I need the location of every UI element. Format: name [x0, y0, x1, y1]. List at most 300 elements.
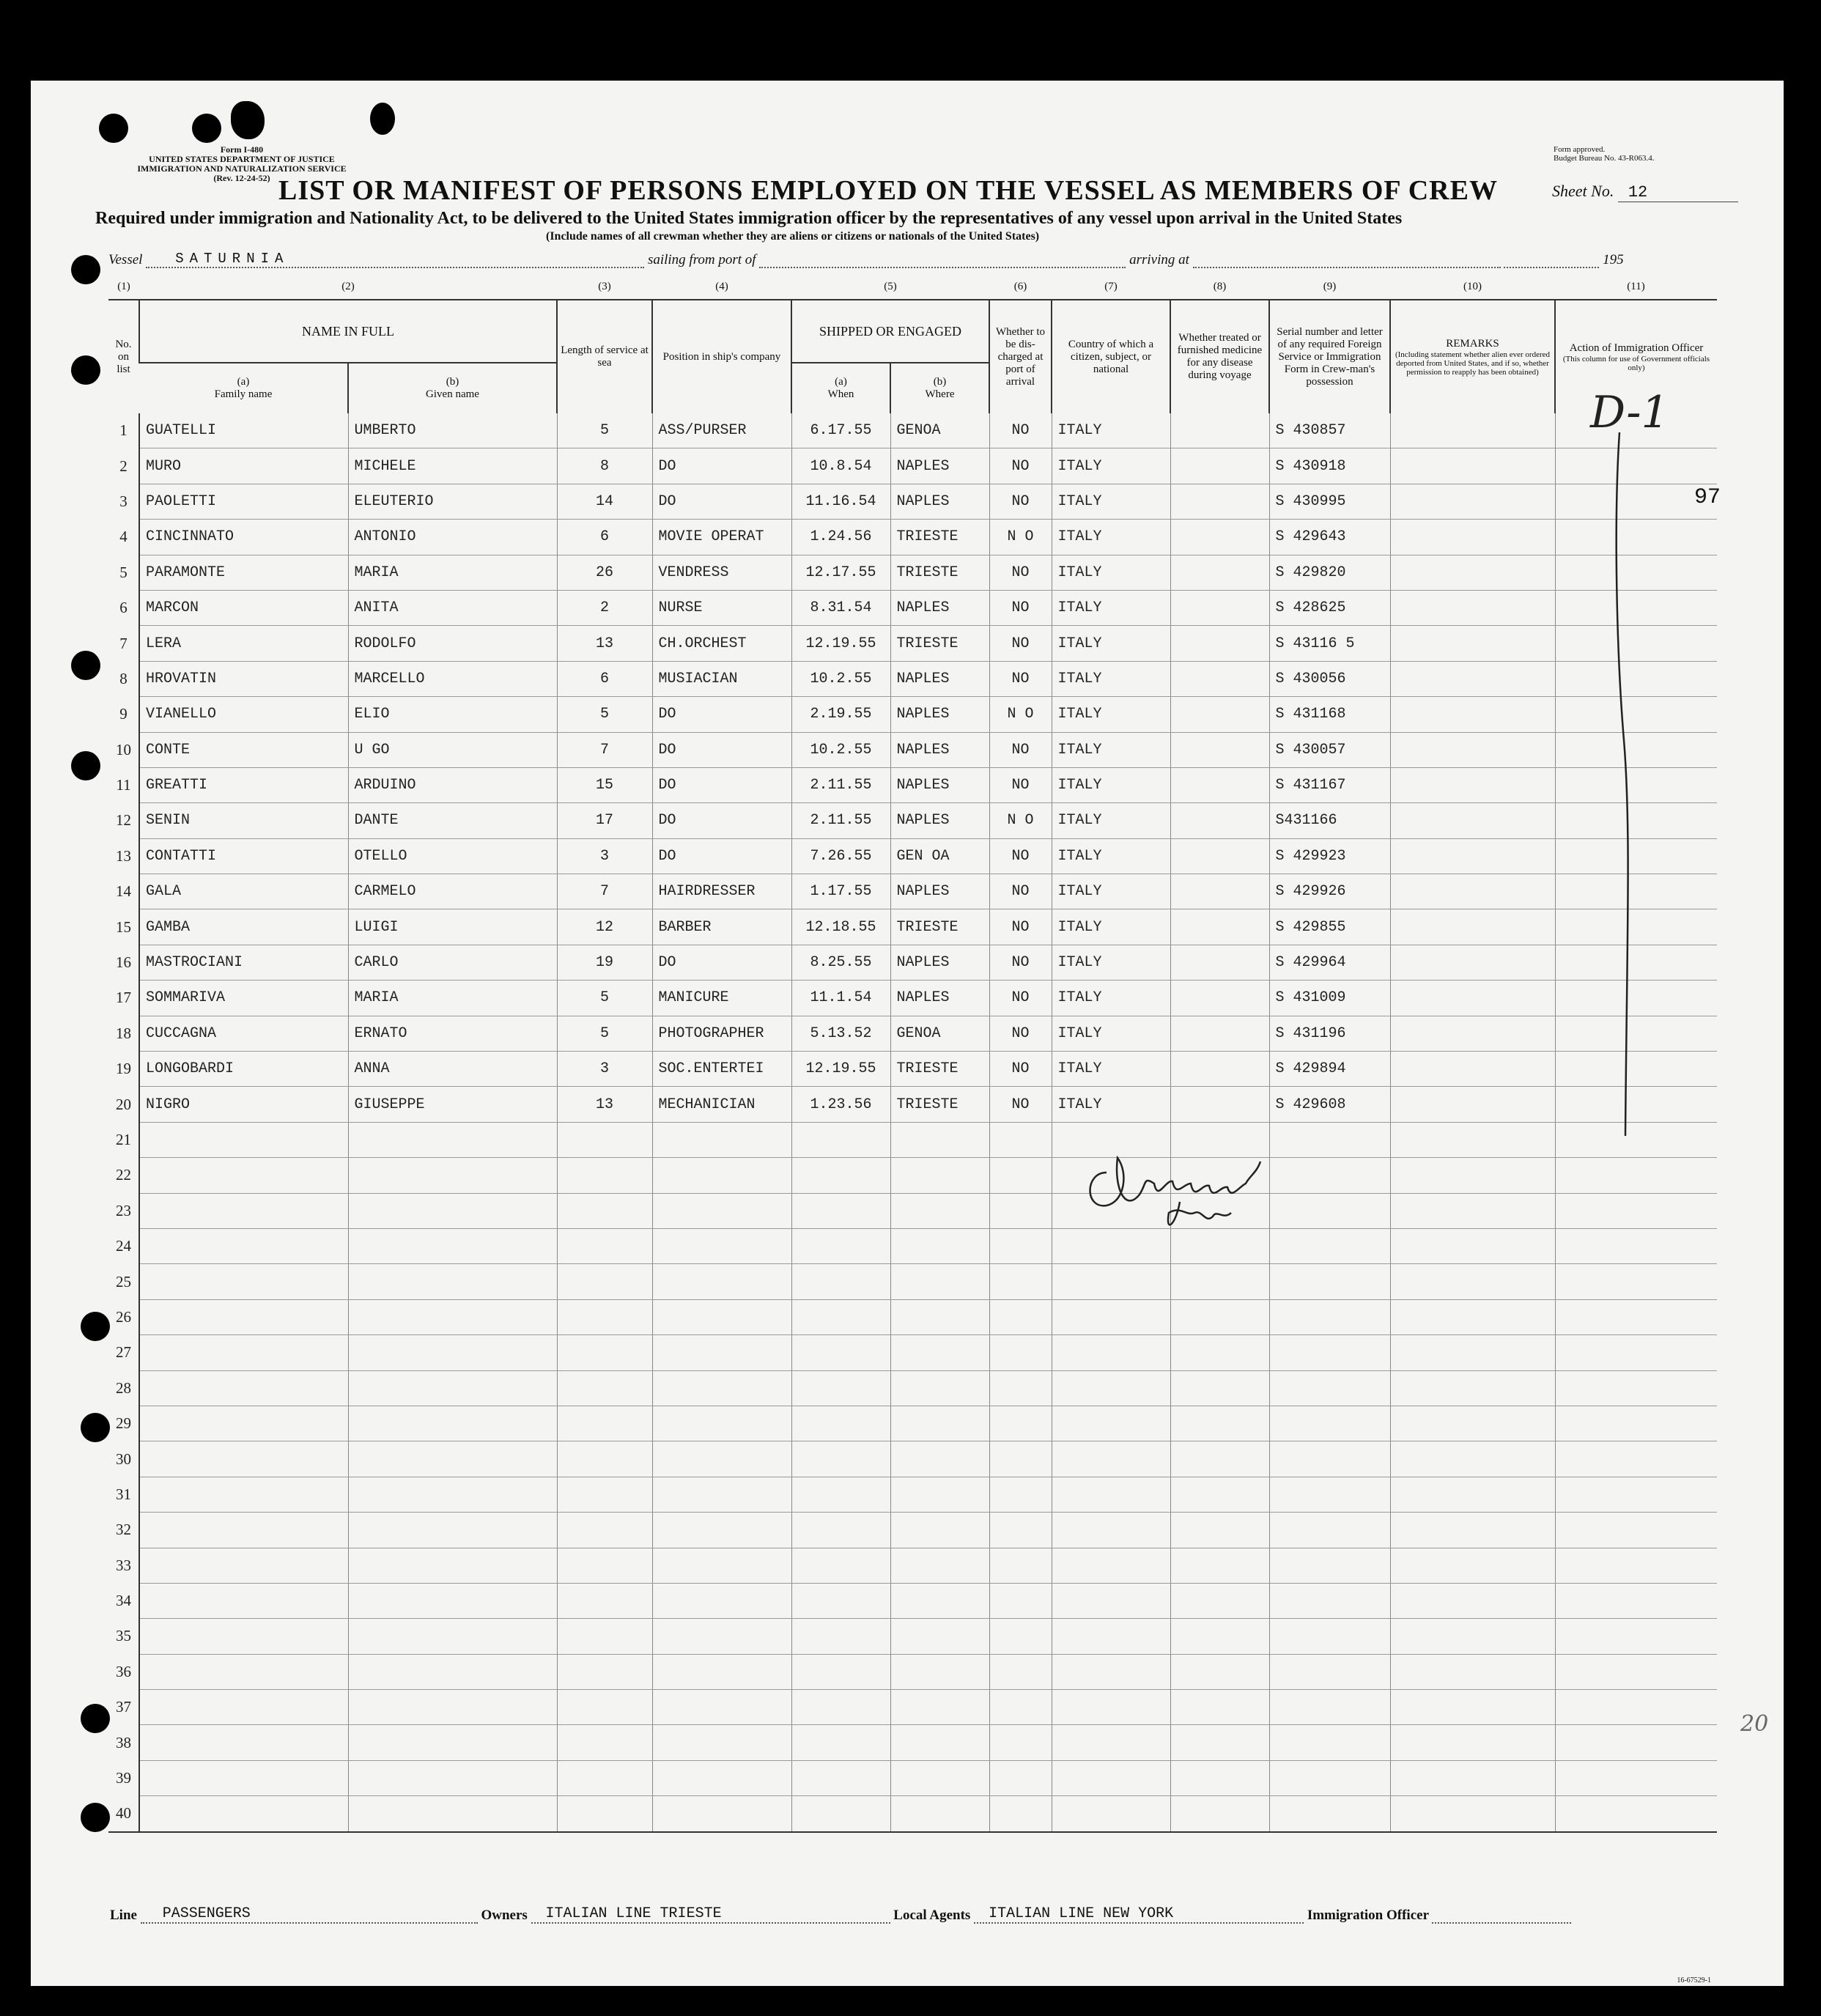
position-cell: MECHANICIAN — [652, 1087, 791, 1122]
where-cell — [890, 1583, 989, 1618]
given-name-cell: CARLO — [348, 945, 557, 980]
when-cell — [791, 1760, 890, 1795]
serial-cell — [1269, 1370, 1390, 1406]
country-cell: ITALY — [1052, 413, 1170, 448]
column-number: (4) — [715, 280, 728, 292]
agents-value: ITALIAN LINE NEW YORK — [974, 1905, 1304, 1924]
remarks-cell — [1390, 1228, 1555, 1263]
remarks-cell — [1390, 1725, 1555, 1760]
action-cell — [1555, 1619, 1717, 1654]
family-name-cell: MASTROCIANI — [139, 945, 348, 980]
serial-cell: S 431009 — [1269, 981, 1390, 1016]
when-cell — [791, 1690, 890, 1725]
when-cell: 2.11.55 — [791, 803, 890, 838]
when-cell: 1.23.56 — [791, 1087, 890, 1122]
serial-cell: S431166 — [1269, 803, 1390, 838]
sheet-label: Sheet No. — [1552, 182, 1614, 200]
where-cell — [890, 1441, 989, 1477]
remarks-cell — [1390, 732, 1555, 767]
where-cell — [890, 1619, 989, 1654]
given-name-cell — [348, 1583, 557, 1618]
where-cell — [890, 1477, 989, 1512]
action-cell — [1555, 1796, 1717, 1832]
punch-hole — [231, 101, 265, 139]
row-number: 24 — [108, 1228, 139, 1263]
treated-cell — [1170, 1016, 1269, 1051]
when-cell — [791, 1548, 890, 1583]
given-name-cell: ERNATO — [348, 1016, 557, 1051]
row-number: 15 — [108, 909, 139, 945]
given-name-cell — [348, 1619, 557, 1654]
country-cell: ITALY — [1052, 1052, 1170, 1087]
punch-hole — [81, 1413, 110, 1442]
length-cell: 15 — [557, 767, 652, 802]
treated-cell — [1170, 767, 1269, 802]
row-number: 22 — [108, 1158, 139, 1193]
position-cell: NURSE — [652, 590, 791, 625]
when-cell: 8.31.54 — [791, 590, 890, 625]
treated-cell — [1170, 874, 1269, 909]
position-cell — [652, 1335, 791, 1370]
where-cell — [890, 1370, 989, 1406]
discharged-cell — [989, 1122, 1052, 1157]
given-name-cell: CARMELO — [348, 874, 557, 909]
given-name-cell — [348, 1760, 557, 1795]
table-row — [108, 838, 1717, 874]
column-number: (5) — [884, 280, 897, 292]
position-cell — [652, 1548, 791, 1583]
treated-cell — [1170, 520, 1269, 555]
discharged-cell — [989, 1654, 1052, 1689]
position-cell: PHOTOGRAPHER — [652, 1016, 791, 1051]
family-name-cell: CINCINNATO — [139, 520, 348, 555]
country-cell: ITALY — [1052, 803, 1170, 838]
row-number: 10 — [108, 732, 139, 767]
length-cell: 26 — [557, 555, 652, 590]
position-cell: DO — [652, 803, 791, 838]
column-number: (6) — [1013, 280, 1027, 292]
service-name: IMMIGRATION AND NATURALIZATION SERVICE — [137, 163, 347, 174]
when-cell — [791, 1335, 890, 1370]
table-row — [108, 803, 1717, 838]
treated-cell — [1170, 626, 1269, 661]
family-name-cell — [139, 1548, 348, 1583]
country-cell: ITALY — [1052, 874, 1170, 909]
action-cell — [1555, 1654, 1717, 1689]
row-number: 25 — [108, 1264, 139, 1299]
row-number: 5 — [108, 555, 139, 590]
given-name-cell — [348, 1406, 557, 1441]
position-cell: SOC.ENTERTEI — [652, 1052, 791, 1087]
position-cell: DO — [652, 838, 791, 874]
treated-cell — [1170, 697, 1269, 732]
when-cell — [791, 1796, 890, 1832]
remarks-cell — [1390, 1548, 1555, 1583]
country-cell: ITALY — [1052, 697, 1170, 732]
header-no: No. on list — [108, 300, 139, 413]
given-name-cell: MARIA — [348, 555, 557, 590]
where-cell: NAPLES — [890, 484, 989, 519]
where-cell: TRIESTE — [890, 909, 989, 945]
position-cell — [652, 1690, 791, 1725]
remarks-cell — [1390, 1016, 1555, 1051]
country-cell: ITALY — [1052, 945, 1170, 980]
row-number: 33 — [108, 1548, 139, 1583]
when-cell: 10.8.54 — [791, 448, 890, 484]
when-cell — [791, 1406, 890, 1441]
length-cell — [557, 1228, 652, 1263]
family-name-cell — [139, 1335, 348, 1370]
where-cell — [890, 1548, 989, 1583]
table-row — [108, 1193, 1717, 1228]
family-name-cell — [139, 1228, 348, 1263]
row-number: 30 — [108, 1441, 139, 1477]
family-sub: (a) — [237, 376, 250, 388]
form-subtitle: Required under immigration and Nationality Act, to be delivered to the United States immigration officer by the representatives of any vessel upon arrival in the United States — [95, 209, 1403, 228]
serial-cell: S 429923 — [1269, 838, 1390, 874]
treated-cell — [1170, 1299, 1269, 1334]
treated-cell — [1170, 1548, 1269, 1583]
discharged-cell — [989, 1619, 1052, 1654]
action-cell — [1555, 1406, 1717, 1441]
header-discharged: Whether to be dis-charged at port of arrival — [989, 300, 1052, 413]
where-sub: (b) — [933, 376, 947, 388]
given-name-cell: MARIA — [348, 981, 557, 1016]
given-label: Given name — [426, 388, 479, 400]
discharged-cell — [989, 1725, 1052, 1760]
sheet-number — [1552, 182, 1738, 202]
remarks-cell — [1390, 555, 1555, 590]
remarks-cell — [1390, 1370, 1555, 1406]
given-name-cell: ANITA — [348, 590, 557, 625]
where-cell — [890, 1228, 989, 1263]
remarks-cell — [1390, 1193, 1555, 1228]
action-cell — [1555, 1760, 1717, 1795]
treated-cell — [1170, 945, 1269, 980]
line-label: Line — [110, 1908, 137, 1923]
given-name-cell — [348, 1335, 557, 1370]
serial-cell: S 430057 — [1269, 732, 1390, 767]
family-name-cell: LONGOBARDI — [139, 1052, 348, 1087]
remarks-cell — [1390, 1513, 1555, 1548]
serial-cell — [1269, 1299, 1390, 1334]
when-sub: (a) — [835, 376, 847, 388]
remarks-cell — [1390, 1052, 1555, 1087]
serial-cell — [1269, 1690, 1390, 1725]
page-number: 97 — [1694, 485, 1721, 510]
family-name-cell — [139, 1583, 348, 1618]
where-cell: NAPLES — [890, 661, 989, 696]
remarks-cell — [1390, 803, 1555, 838]
discharged-cell: NO — [989, 555, 1052, 590]
when-cell: 7.26.55 — [791, 838, 890, 874]
crew-table — [108, 274, 1717, 1833]
when-cell: 10.2.55 — [791, 732, 890, 767]
remarks-cell — [1390, 697, 1555, 732]
approval-line: Form approved. — [1554, 145, 1606, 154]
length-cell — [557, 1619, 652, 1654]
length-cell — [557, 1299, 652, 1334]
discharged-cell: NO — [989, 767, 1052, 802]
when-cell — [791, 1654, 890, 1689]
given-name-cell — [348, 1548, 557, 1583]
when-cell: 10.2.55 — [791, 661, 890, 696]
when-cell: 12.19.55 — [791, 1052, 890, 1087]
position-cell: MUSIACIAN — [652, 661, 791, 696]
country-cell: ITALY — [1052, 590, 1170, 625]
length-cell — [557, 1796, 652, 1832]
length-cell: 6 — [557, 661, 652, 696]
country-cell — [1052, 1441, 1170, 1477]
where-cell: NAPLES — [890, 874, 989, 909]
discharged-cell — [989, 1158, 1052, 1193]
footer-line — [110, 1905, 1718, 1924]
header-family — [139, 363, 348, 413]
where-cell: TRIESTE — [890, 1052, 989, 1087]
treated-cell — [1170, 1052, 1269, 1087]
position-cell — [652, 1193, 791, 1228]
treated-cell — [1170, 1335, 1269, 1370]
position-cell: DO — [652, 448, 791, 484]
given-name-cell — [348, 1158, 557, 1193]
serial-cell: S 431168 — [1269, 697, 1390, 732]
position-cell: DO — [652, 732, 791, 767]
treated-cell — [1170, 1690, 1269, 1725]
action-cell — [1555, 1513, 1717, 1548]
country-cell: ITALY — [1052, 981, 1170, 1016]
serial-cell: S 43116 5 — [1269, 626, 1390, 661]
country-cell: ITALY — [1052, 838, 1170, 874]
serial-cell — [1269, 1619, 1390, 1654]
table-row — [108, 1619, 1717, 1654]
table-row — [108, 1158, 1717, 1193]
discharged-cell — [989, 1193, 1052, 1228]
discharged-cell: NO — [989, 413, 1052, 448]
where-cell: GENOA — [890, 413, 989, 448]
action-cell — [1555, 1370, 1717, 1406]
punch-hole — [71, 651, 100, 680]
arriving-label: arriving at — [1129, 252, 1189, 267]
where-cell: GEN OA — [890, 838, 989, 874]
table-row — [108, 626, 1717, 661]
table-row — [108, 697, 1717, 732]
position-cell: DO — [652, 945, 791, 980]
header-given — [348, 363, 557, 413]
discharged-cell: NO — [989, 626, 1052, 661]
length-cell — [557, 1654, 652, 1689]
action-cell — [1555, 1583, 1717, 1618]
family-name-cell: GREATTI — [139, 767, 348, 802]
given-name-cell: ELEUTERIO — [348, 484, 557, 519]
table-row — [108, 1264, 1717, 1299]
remarks-cell — [1390, 1690, 1555, 1725]
family-name-cell: SOMMARIVA — [139, 981, 348, 1016]
country-cell: ITALY — [1052, 1016, 1170, 1051]
punch-hole — [81, 1312, 110, 1341]
given-name-cell: RODOLFO — [348, 626, 557, 661]
given-name-cell — [348, 1441, 557, 1477]
table-row — [108, 732, 1717, 767]
action-title: Action of Immigration Officer — [1569, 341, 1704, 354]
owners-value: ITALIAN LINE TRIESTE — [531, 1905, 890, 1924]
family-name-cell: HROVATIN — [139, 661, 348, 696]
length-cell — [557, 1548, 652, 1583]
action-cell — [1555, 1228, 1717, 1263]
serial-cell — [1269, 1477, 1390, 1512]
remarks-title: REMARKS — [1446, 337, 1499, 350]
header-name: NAME IN FULL — [139, 300, 557, 363]
table-row — [108, 1087, 1717, 1122]
date-field — [1504, 267, 1599, 268]
where-cell: TRIESTE — [890, 626, 989, 661]
column-number: (1) — [117, 280, 130, 292]
position-cell: DO — [652, 484, 791, 519]
country-cell — [1052, 1513, 1170, 1548]
when-cell — [791, 1583, 890, 1618]
treated-cell — [1170, 838, 1269, 874]
position-cell: MOVIE OPERAT — [652, 520, 791, 555]
position-cell — [652, 1513, 791, 1548]
discharged-cell — [989, 1690, 1052, 1725]
length-cell — [557, 1513, 652, 1548]
year-label: 195 — [1603, 252, 1624, 267]
family-name-cell — [139, 1513, 348, 1548]
treated-cell — [1170, 1619, 1269, 1654]
table-row — [108, 1796, 1717, 1832]
position-cell — [652, 1760, 791, 1795]
family-name-cell — [139, 1690, 348, 1725]
where-cell — [890, 1264, 989, 1299]
line-value: PASSENGERS — [141, 1905, 478, 1924]
where-cell — [890, 1299, 989, 1334]
when-cell: 1.24.56 — [791, 520, 890, 555]
when-cell — [791, 1122, 890, 1157]
treated-cell — [1170, 1760, 1269, 1795]
column-number: (11) — [1627, 280, 1645, 292]
officer-label: Immigration Officer — [1307, 1908, 1429, 1923]
country-cell: ITALY — [1052, 555, 1170, 590]
country-cell — [1052, 1690, 1170, 1725]
row-number: 6 — [108, 590, 139, 625]
country-cell: ITALY — [1052, 520, 1170, 555]
when-cell — [791, 1158, 890, 1193]
given-name-cell: ANNA — [348, 1052, 557, 1087]
arriving-field — [1193, 267, 1501, 268]
discharged-cell — [989, 1228, 1052, 1263]
remarks-cell — [1390, 1619, 1555, 1654]
when-cell: 6.17.55 — [791, 413, 890, 448]
column-number-row — [108, 274, 1717, 300]
country-cell — [1052, 1370, 1170, 1406]
action-cell — [1555, 1193, 1717, 1228]
where-cell: TRIESTE — [890, 555, 989, 590]
serial-cell: S 430918 — [1269, 448, 1390, 484]
remarks-cell — [1390, 448, 1555, 484]
family-name-cell — [139, 1441, 348, 1477]
when-cell — [791, 1619, 890, 1654]
family-name-cell — [139, 1406, 348, 1441]
serial-cell — [1269, 1441, 1390, 1477]
given-name-cell — [348, 1299, 557, 1334]
table-row — [108, 484, 1717, 519]
remarks-cell — [1390, 626, 1555, 661]
remarks-cell — [1390, 1299, 1555, 1334]
length-cell: 3 — [557, 1052, 652, 1087]
table-row — [108, 767, 1717, 802]
where-cell: NAPLES — [890, 803, 989, 838]
position-cell: VENDRESS — [652, 555, 791, 590]
approval-note — [1554, 145, 1700, 163]
table-row — [108, 520, 1717, 555]
row-number: 31 — [108, 1477, 139, 1512]
discharged-cell — [989, 1796, 1052, 1832]
family-name-cell: GAMBA — [139, 909, 348, 945]
discharged-cell — [989, 1335, 1052, 1370]
discharged-cell — [989, 1299, 1052, 1334]
treated-cell — [1170, 803, 1269, 838]
table-row — [108, 1228, 1717, 1263]
remarks-cell — [1390, 1406, 1555, 1441]
length-cell: 17 — [557, 803, 652, 838]
remarks-cell — [1390, 1654, 1555, 1689]
country-cell — [1052, 1760, 1170, 1795]
length-cell: 6 — [557, 520, 652, 555]
position-cell: MANICURE — [652, 981, 791, 1016]
serial-cell — [1269, 1760, 1390, 1795]
remarks-cell — [1390, 1122, 1555, 1157]
length-cell: 5 — [557, 981, 652, 1016]
form-number: Form I-480 — [220, 144, 264, 155]
row-number: 9 — [108, 697, 139, 732]
punch-hole — [71, 355, 100, 385]
where-cell — [890, 1513, 989, 1548]
vessel-value: SATURNIA — [146, 251, 644, 268]
header-country: Country of which a citizen, subject, or national — [1052, 300, 1170, 413]
column-number: (9) — [1323, 280, 1337, 292]
treated-cell — [1170, 1513, 1269, 1548]
owners-label: Owners — [481, 1908, 528, 1923]
serial-cell: S 429926 — [1269, 874, 1390, 909]
punch-hole — [81, 1803, 110, 1832]
sailing-field — [759, 267, 1126, 268]
when-cell — [791, 1299, 890, 1334]
length-cell: 19 — [557, 945, 652, 980]
treated-cell — [1170, 981, 1269, 1016]
action-mark: D-1 — [1590, 387, 1669, 438]
given-name-cell — [348, 1477, 557, 1512]
punch-hole — [370, 103, 395, 135]
length-cell — [557, 1335, 652, 1370]
table-row — [108, 981, 1717, 1016]
remarks-cell — [1390, 1087, 1555, 1122]
remarks-cell — [1390, 1158, 1555, 1193]
position-cell — [652, 1228, 791, 1263]
where-cell: NAPLES — [890, 590, 989, 625]
header-shipped: SHIPPED OR ENGAGED — [791, 300, 989, 363]
length-cell: 14 — [557, 484, 652, 519]
length-cell — [557, 1158, 652, 1193]
length-cell: 5 — [557, 413, 652, 448]
position-cell — [652, 1122, 791, 1157]
where-cell — [890, 1760, 989, 1795]
table-row — [108, 1335, 1717, 1370]
treated-cell — [1170, 555, 1269, 590]
family-name-cell — [139, 1619, 348, 1654]
treated-cell — [1170, 732, 1269, 767]
header-length: Length of service at sea — [557, 300, 652, 413]
position-cell — [652, 1796, 791, 1832]
row-number: 8 — [108, 661, 139, 696]
